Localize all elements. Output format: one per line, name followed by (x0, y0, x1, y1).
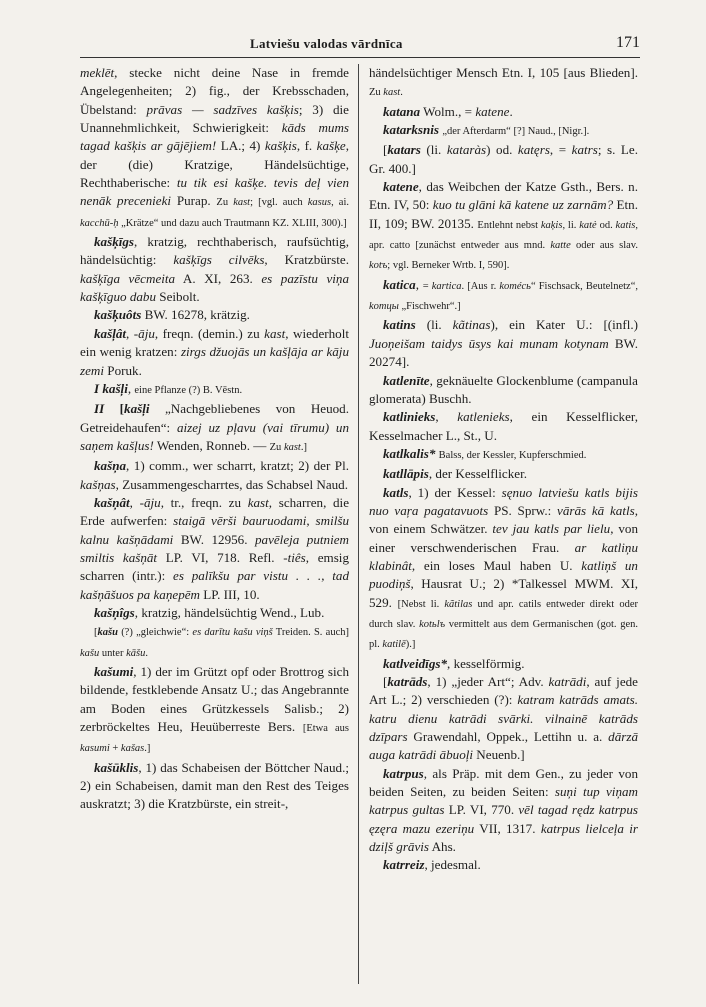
dictionary-entry: katlveidīgs*, kesselförmig. (383, 655, 525, 671)
dictionary-entry: katins (li. kãtinas), ein Kater U.: [(infl.) Juoņeišam taidys ūsys kai munam kotynam BW. 20274]. (369, 317, 639, 370)
dictionary-entry: katrpus, als Präp. mit dem Gen., zu jeder von beiden Seiten, zu beiden Seiten: suņi tup viņam katrpus gultas LP. VI, 770. vēl tagad rędz katrpus ęzęra mazu ezeriņu VII, 1317. katrpus lielceļa ir dziļš grāvis Ahs. (369, 765, 638, 855)
dictionary-entry: katllāpis, der Kesselflicker. (383, 466, 528, 482)
dictionary-entry: katlkalis* Balss, der Kessler, Kupferschmied. (383, 445, 587, 461)
dictionary-entry: kašķīgs, kratzig, rechthaberisch, raufsüchtig, händelsüchtig: kašķīgs cilvēks, Kratzbürste. kašķīga vēcmeita A. XI, 263. es pazīstu viņa kašķīguo dabu Seibolt. (80, 234, 350, 305)
dictionary-entry: kašķuôts BW. 16278, krätzig. (94, 307, 250, 323)
page-number: 171 (616, 34, 640, 51)
dictionary-entry: katarksnis „der Afterdarm“ [?] Naud., [Nigr.]. (383, 122, 590, 138)
dictionary-entry: katana Wolm., = katene. (383, 103, 513, 119)
dictionary-entry: katrreiz, jedesmal. (383, 857, 481, 873)
header-rule (80, 57, 640, 58)
dictionary-entry: kašņa, 1) comm., wer scharrt, kratzt; 2) der Pl. kašņas, Zusammengescharrtes, das Schabsel Naud. (80, 458, 349, 492)
dictionary-entry: kašņât, -āju, tr., freqn. zu kast, scharren, die Erde aufwerfen: staigā vērši bauruodami, smilšu kalnu kašņādami BW. 12956. pavēleja putniem smiltis kašņāt LP. VI, 718. Refl. -tiês, emsig scharren (intr.): es palīkšu par vistu . . ., tad kašņāšuos pa kaņepēm LP. III, 10. (80, 494, 350, 602)
dictionary-entry: kašļât, -āju, freqn. (demin.) zu kast, wiederholt ein wenig kratzen: zirgs džuojās un kašļāja ar kāju zemi Poruk. (80, 325, 349, 378)
dictionary-entry: händelsüchtiger Mensch Etn. I, 105 [aus Blieden]. Zu kast. (369, 65, 638, 99)
left-column (80, 64, 359, 984)
dictionary-entry: kašūklis, 1) das Schabeisen der Böttcher Naud.; 2) ein Schabeisen, damit man den Rest des Teiges auskratzt; 3) die Kratzbürste, ein streit-, (80, 759, 349, 812)
right-column (359, 64, 638, 984)
dictionary-entry: kašumi, 1) der im Grützt opf oder Brottrog sich bildende, festklebende Ansatz U.; das Angebrannte am Boden eines Grützkessels Salisb.; 2) zerbröckeltes Heu, Heuüberreste Bers. [Etwa aus kasumi + kašas.] (80, 664, 350, 755)
dictionary-entry: katls, 1) der Kessel: sęnuo latviešu katls bijis nuo vaŗa pagatavuots PS. Sprw.: vārās kā katls, von einem Schwätzer. tev jau katls par lielu, von einer verschwenderischen Frau. ar katliņu klabinât, ein loses Maul haben U. katliņš un puodiņš, Hausrat U.; 2) *Talkessel MWM. XI, 529. [Nebst li. kãtilas und apr. catils entweder direkt oder durch slav. kotьlъ vermittelt aus dem Germanischen (got. gen. pl. katilē).] (369, 484, 639, 651)
dictionary-entry: I kašļi, eine Pflanze (?) B. Vēstn. (94, 380, 243, 396)
running-head: Latviešu valodas vārdnīca (250, 36, 403, 51)
dictionary-entry: II [kašļi „Nachgebliebenes von Heuod. Getreidehaufen“: aizej uz pļavu (vai tīrumu) un saņem kašļus! Wenden, Ronneb. — Zu kast.] (80, 401, 350, 453)
dictionary-entry: katlenīte, geknäuelte Glockenblume (campanula glomerata) Buschh. (369, 372, 638, 406)
dictionary-entry: kašņîgs, kratzig, händelsüchtig Wend., Lub. (94, 604, 325, 620)
dictionary-entry: [kašu (?) „gleichwie“: es darītu kašu viņš Treiden. S. auch] kašu unter kāšu. (80, 627, 350, 659)
page-header (80, 34, 640, 56)
dictionary-entry: [katars (li. kataràs) od. katęrs, = katrs; s. Le. Gr. 400.] (369, 142, 638, 176)
dictionary-entry: katica, = kartica. [Aus r. komécь“ Fischsack, Beutelnetz“, komцы „Fischwehr“.] (369, 276, 639, 313)
two-column-body (80, 64, 640, 984)
dictionary-entry: katlinieks, katlenieks, ein Kesselflicker, Kesselmacher L., St., U. (369, 409, 639, 443)
dictionary-entry: katene, das Weibchen der Katze Gsth., Bers. n. Etn. IV, 50: kuo tu glāni kā katene uz zarnām? Etn. II, 109; BW. 20135. Entlehnt nebst kaķis, li. katė od. katis, apr. catto [zunächst entweder aus mnd. katte oder aus slav. kotъ; vgl. Berneker Wrtb. I, 590]. (369, 179, 639, 272)
dictionary-entry: meklēt, stecke nicht deine Nase in fremde Angelegenheiten; 2) fig., der Krebsschaden, Übelstand: prāvas — sadzīves kašķis; 3) die Unannehmlichkeit, Schwierigkeit: kāds mums tagad kašķis ar gājējiem! LA.; 4) kašķis, f. kašķe, der (die) Kratzige, Händelsüchtige, Rechthaberische: tu tik esi kašķe. tevis deļ vien nenāk precenieki Purap. Zu kast; [vgl. auch kasus, ai. kacchū-ḥ „Krätze“ und dazu auch Trautmann KZ. XLIII, 300).] (80, 65, 350, 229)
dictionary-entry: [katrāds, 1) „jeder Art“; Adv. katrādi, auf jede Art L.; 2) verschieden (?): katram katrāds amats. katru dienu katrādi svārki. vilnainē katrāds dzīpars Grawendahl, Oppek., Lettihn u. a. dārzā auga katrādi ābuoļi Neuenb.] (369, 674, 638, 763)
